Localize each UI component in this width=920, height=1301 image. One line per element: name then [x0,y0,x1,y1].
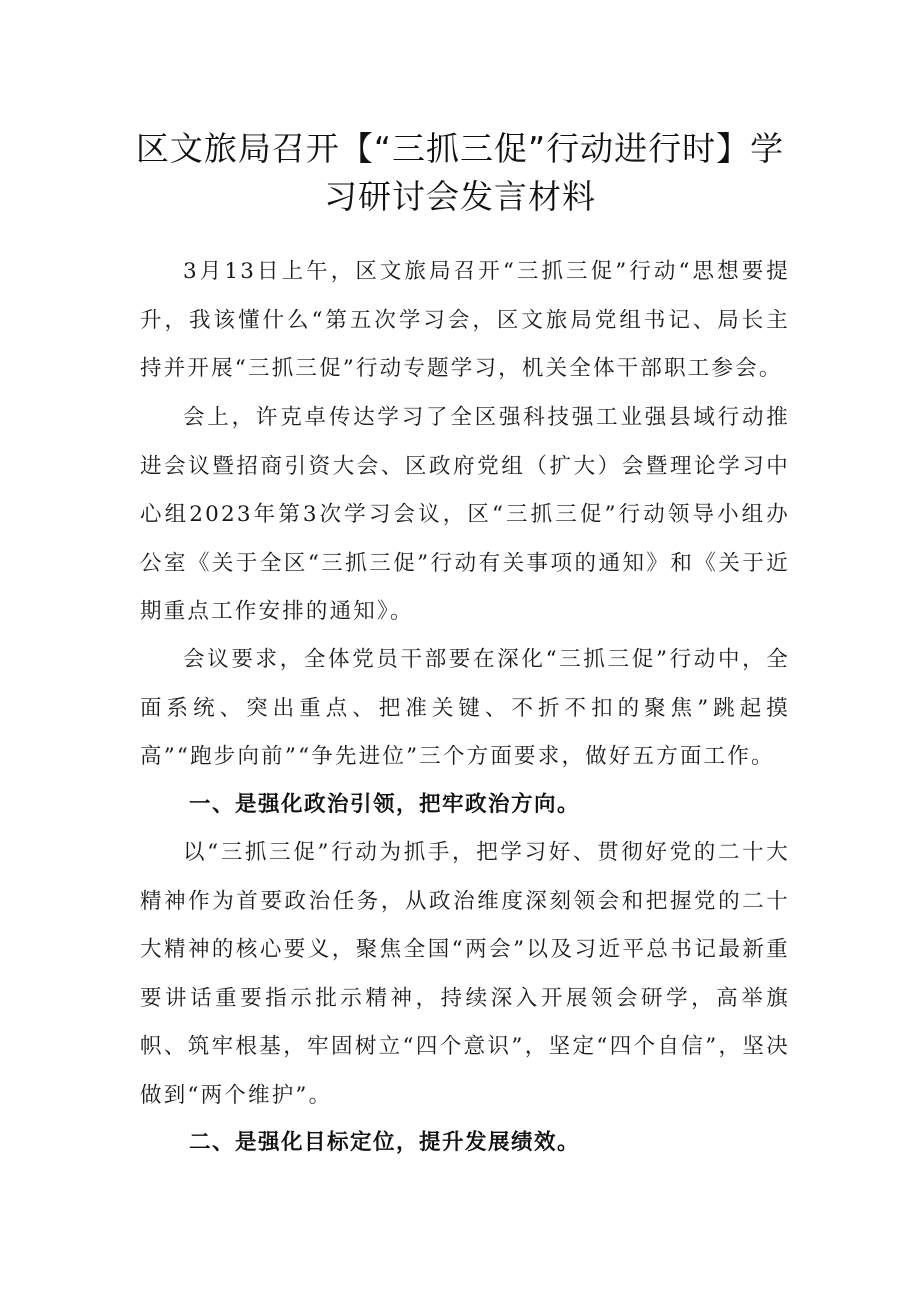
title-line-2: 习研讨会发言材料 [324,177,596,216]
paragraph-meeting-requirements: 会议要求，全体党员干部要在深化“三抓三促”行动中，全面系统、突出重点、把准关键、不折不扣的聚焦”跳起摸高”“跑步向前”“争先进位”三个方面要求，做好五方面工作。 [140,647,790,769]
paragraph-section-1: 以“三抓三促”行动为抓手，把学习好、贯彻好党的二十大精神作为首要政治任务，从政治维度深刻领会和把握党的二十大精神的核心要义，聚焦全国“两会”以及习近平总书记最新重要讲话重要指示批示精神，持续深入开展领会研学，高举旗帜、筑牢根基，牢固树立“四个意识”，坚定“四个自信”，坚决做到“两个维护”。 [140,840,790,1108]
paragraph-meeting-intro: 3月13日上午，区文旅局召开“三抓三促”行动“思想要提升，我该懂什么“第五次学习会，区文旅局党组书记、局长主持并开展“三抓三促”行动专题学习，机关全体干部职工参会。 [140,259,790,381]
title-line-1: 区文旅局召开【“三抓三促”行动进行时】学 [135,129,785,168]
section-heading-2: 二、是强化目标定位，提升发展绩效。 [189,1130,581,1155]
document-title [130,125,790,221]
section-heading-1: 一、是强化政治引领，把牢政治方向。 [189,792,581,817]
paragraph-meeting-content: 会上，许克卓传达学习了全区强科技强工业强县域行动推进会议暨招商引资大会、区政府党组（扩大）会暨理论学习中心组2023年第3次学习会议，区“三抓三促”行动领导小组办公室《关于全区“三抓三促”行动有关事项的通知》和《关于近期重点工作安排的通知》。 [140,405,790,624]
